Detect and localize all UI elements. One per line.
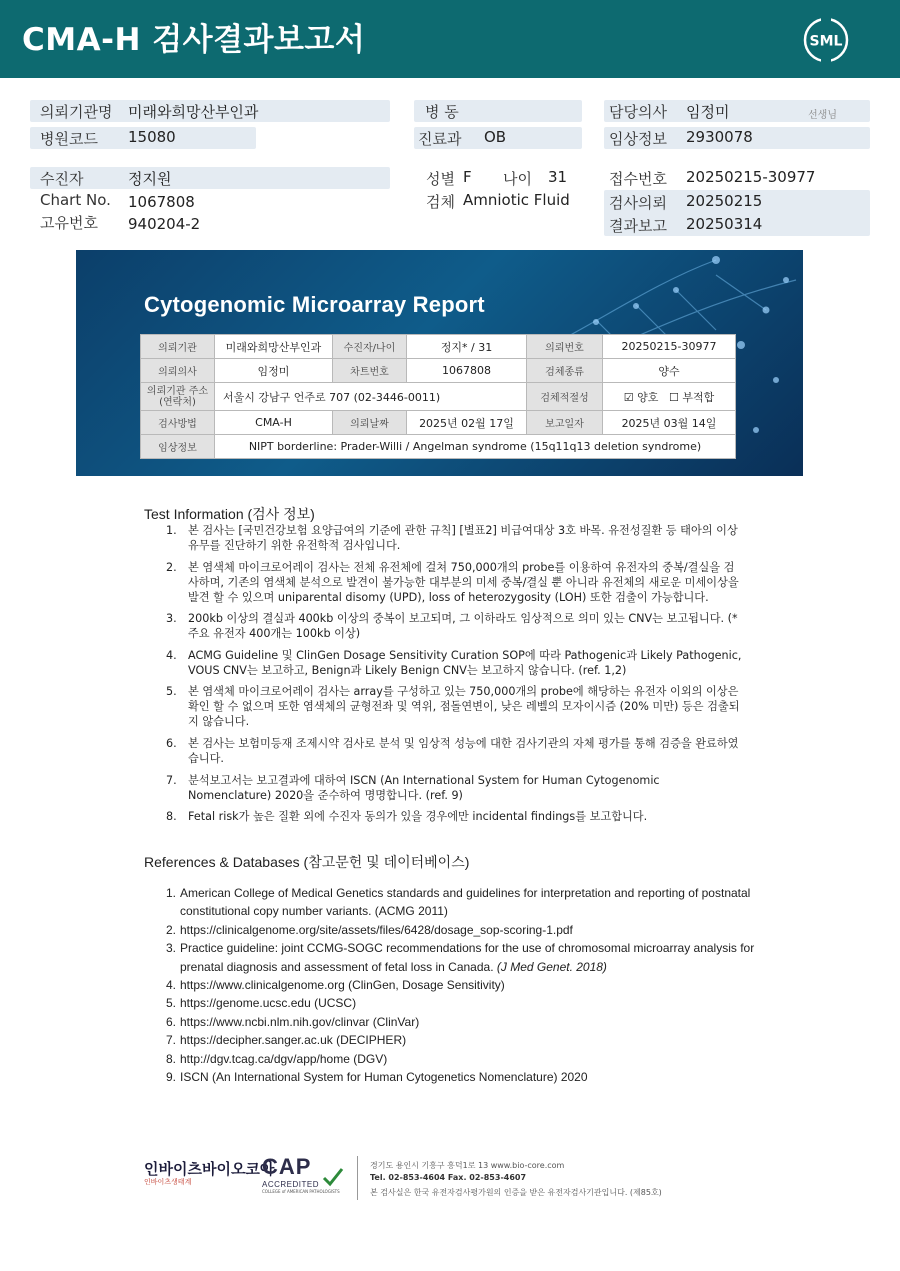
doctor-value: 임정미 (686, 103, 730, 121)
list-item: 1. 본 검사는 [국민건강보험 요양급여의 기준에 관한 규칙] [별표2] 비급여대상 3호 바목. 유전성질환 등 태아의 이상 유무를 진단하기 위한 유전학적 검사입니다. (166, 524, 738, 552)
fitness-bad-label: 부적합 (682, 390, 715, 404)
doctor-label: 담당의사 (609, 103, 667, 121)
table-cell: 20250215-30977 (603, 335, 736, 359)
cma-report-banner (76, 250, 803, 476)
footer-divider (357, 1156, 358, 1200)
table-cell: 정지* / 31 (407, 335, 527, 359)
list-item: 6. https://www.ncbi.nlm.nih.gov/clinvar (ClinVar) (166, 1014, 420, 1029)
list-item: 8. Fetal risk가 높은 질환 외에 수진자 동의가 있을 경우에만 incidental findings를 보고합니다. (166, 810, 648, 824)
table-cell: 검체종류 (527, 359, 603, 383)
uid-value: 940204-2 (128, 215, 201, 233)
clinical-info-label-cell: 임상정보 (141, 435, 215, 459)
doctor-suffix: 선생님 (808, 110, 837, 121)
sml-logo (802, 16, 850, 64)
list-item: 3. Practice guideline: joint CCMG-SOGC recommendations for the use of chromosomal microarray analysis for prenatal diagnosis and assessment of fetal loss in Canada. (J Med Genet. 2018) (166, 941, 755, 974)
table-row (141, 359, 736, 383)
footer-address: 경기도 용인시 기흥구 흥덕1로 13 www.bio-core.com (370, 1161, 565, 1170)
request-summary-table (140, 334, 736, 459)
ward-label: 병 동 (425, 103, 459, 121)
cap-text: CAP (262, 1154, 312, 1179)
age-value: 31 (548, 168, 568, 186)
clinical-label: 임상정보 (609, 130, 667, 148)
age-label: 나이 (503, 170, 532, 188)
company-sub: 인바이츠생태계 (144, 1178, 192, 1186)
receipt-label: 접수번호 (609, 170, 667, 188)
list-item: 8. http://dgv.tcag.ca/dgv/app/home (DGV) (166, 1051, 388, 1066)
receipt-value: 20250215-30977 (686, 168, 816, 186)
table-row (141, 383, 736, 411)
table-cell: 양수 (603, 359, 736, 383)
request-value: 20250215 (686, 192, 763, 210)
specimen-label: 검체 (426, 193, 455, 211)
list-item-text: 200kb 이상의 결실과 400kb 이상의 중복이 보고되며, 그 이하라도 임상적으로 의미 있는 CNV는 보고됩니다. (*주요 유전자 400개는 100kb 이상) (188, 612, 738, 641)
hospital-code-label: 병원코드 (40, 130, 98, 148)
references-heading: References & Databases (참고문헌 및 데이터베이스) (144, 854, 470, 870)
table-cell: 2025년 02월 17일 (407, 411, 527, 435)
request-label: 검사의뢰 (609, 194, 667, 212)
checkmark-icon (322, 1166, 344, 1188)
patient-value: 정지원 (128, 170, 172, 188)
list-item: 7. https://decipher.sanger.ac.uk (DECIPHER) (166, 1033, 407, 1048)
list-item-text: https://decipher.sanger.ac.uk (DECIPHER) (180, 1033, 407, 1048)
list-item-text: 본 염색체 마이크로어레이 검사는 array를 구성하고 있는 750,000개의 probe에 해당하는 유전자 이외의 이상은 확인 할 수 없으며 또한 염색체의 균형전좌 및 역위, 점돌연변이, 낮은 레벨의 모자이시즘 (20% 미만) 등은 검출되지 않습니다. (188, 685, 740, 729)
table-cell: 보고일자 (527, 411, 603, 435)
dept-label: 진료과 (418, 130, 462, 148)
accredited-text: ACCREDITED (262, 1180, 320, 1189)
requester-value: 미래와희망산부인과 (128, 103, 259, 121)
list-item-text: 본 검사는 보험미등재 조제시약 검사로 분석 및 임상적 성능에 대한 검사기관의 자체 평가를 통해 검증을 완료하였습니다. (188, 736, 739, 765)
uid-label: 고유번호 (40, 214, 98, 232)
list-item-text: https://genome.ucsc.edu (UCSC) (180, 996, 357, 1011)
cap-subtext: COLLEGE of AMERICAN PATHOLOGISTS (262, 1189, 340, 1194)
svg-text:SML: SML (809, 33, 843, 50)
clinical-value: 2930078 (686, 128, 753, 146)
references-list (166, 884, 766, 1086)
table-row (141, 411, 736, 435)
footer-note: 본 검사실은 한국 유전자검사평가원의 인증을 받은 유전자검사기관입니다. (제85호) (370, 1188, 662, 1197)
fitness-options-cell (603, 383, 736, 411)
company-logo: 인바이츠바이오코아 (144, 1160, 275, 1178)
list-item: 2. 본 염색체 마이크로어레이 검사는 전체 유전체에 걸쳐 750,000개의 probe를 이용하여 유전자의 중복/결실을 검사하며, 기존의 염색체 분석으로 발견이 불가능한 대부분의 미세 중복/결실 뿐 아니라 유전체의 새로운 미세이상을 발견 할 수 있으며 uniparental disomy (UPD), loss of heterozygosity (LOH) 또한 검출이 가능합니다. (166, 560, 739, 604)
list-item-text: 본 검사는 [국민건강보험 요양급여의 기준에 관한 규칙] [별표2] 비급여대상 3호 바목. 유전성질환 등 태아의 이상 유무를 진단하기 위한 유전학적 검사입니다. (188, 524, 738, 552)
unchecked-box-icon: ☐ (668, 390, 679, 404)
list-item: 1. American College of Medical Genetics standards and guidelines for interpretation and reporting of postnatal constitutional copy number variants. (ACMG 2011) (166, 886, 751, 919)
table-cell: 미래와희망산부인과 (215, 335, 333, 359)
list-item: 4. https://www.clinicalgenome.org (ClinGen, Dosage Sensitivity) (166, 978, 505, 993)
list-item-text: https://clinicalgenome.org/site/assets/files/6428/dosage_sop-scoring-1.pdf (180, 922, 573, 937)
sex-label: 성별 (426, 170, 455, 188)
test-info-heading: Test Information (검사 정보) (144, 506, 315, 522)
list-item-text: ISCN (An International System for Human Cytogenetics Nomenclature) 2020 (180, 1070, 588, 1085)
patient-row (30, 167, 390, 189)
checked-box-icon: ☑ (623, 390, 634, 404)
report-header (0, 0, 900, 78)
patient-label: 수진자 (40, 170, 84, 188)
banner-title: Cytogenomic Microarray Report (144, 292, 485, 317)
report-label: 결과보고 (609, 217, 667, 235)
table-cell: 임정미 (215, 359, 333, 383)
list-item-text: ACMG Guideline 및 ClinGen Dosage Sensitivity Curation SOP에 따라 Pathogenic과 Likely Pathogenic, VOUS CNV는 보고하고, Benign과 Likely Benign CNV는 보고하지 않습니다. (ref. 1,2) (188, 648, 742, 677)
table-cell: 검사방법 (141, 411, 215, 435)
chart-label: Chart No. (40, 191, 111, 209)
list-item-text: 본 염색체 마이크로어레이 검사는 전체 유전체에 걸쳐 750,000개의 probe를 이용하여 유전자의 중복/결실을 검사하며, 기존의 염색체 분석으로 발견이 불가능한 대부분의 미세 중복/결실 뿐 아니라 유전체의 새로운 미세이상을 발견 할 수 있으며 uniparental disomy (UPD), loss of heterozygosity (LOH) 또한 검출이 가능합니다. (188, 560, 739, 604)
fitness-ok-label: 양호 (637, 390, 659, 404)
list-item: 5. https://genome.ucsc.edu (UCSC) (166, 996, 357, 1011)
list-item-text: Fetal risk가 높은 질환 외에 수진자 동의가 있을 경우에만 incidental findings를 보고합니다. (188, 810, 648, 824)
list-item: 6. 본 검사는 보험미등재 조제시약 검사로 분석 및 임상적 성능에 대한 검사기관의 자체 평가를 통해 검증을 완료하였습니다. (166, 736, 739, 765)
report-title: CMA-H 검사결과보고서 (22, 22, 366, 58)
report-value: 20250314 (686, 215, 763, 233)
table-row (141, 435, 736, 459)
table-cell: CMA-H (215, 411, 333, 435)
footer-tel (370, 1173, 526, 1182)
footer-tel-text: Tel. 02-853-4604 Fax. 02-853-4607 (370, 1173, 527, 1182)
test-info-list (162, 523, 742, 831)
address-value-cell: 서울시 강남구 언주로 707 (02-3446-0011) (215, 383, 527, 411)
dept-value: OB (484, 128, 507, 146)
table-cell: 의뢰의사 (141, 359, 215, 383)
table-cell: 의뢰기관 (141, 335, 215, 359)
journal-citation: (J Med Genet. 2018) (496, 959, 607, 974)
list-item: 3. 200kb 이상의 결실과 400kb 이상의 중복이 보고되며, 그 이하라도 임상적으로 의미 있는 CNV는 보고됩니다. (*주요 유전자 400개는 100kb 이상) (166, 612, 738, 641)
list-item-text: https://www.clinicalgenome.org (ClinGen, Dosage Sensitivity) (180, 978, 505, 993)
list-item-text: http://dgv.tcag.ca/dgv/app/home (DGV) (180, 1051, 388, 1066)
list-item: 7. 분석보고서는 보고결과에 대하여 ISCN (An International System for Human Cytogenomic Nomenclature) 2020을 준수하여 명명합니다. (ref. 9) (166, 773, 660, 802)
table-cell: 1067808 (407, 359, 527, 383)
clinical-info-value-cell: NIPT borderline: Prader-Willi / Angelman syndrome (15q11q13 deletion syndrome) (215, 435, 736, 459)
list-item: 5. 본 염색체 마이크로어레이 검사는 array를 구성하고 있는 750,000개의 probe에 해당하는 유전자 이외의 이상은 확인 할 수 없으며 또한 염색체의 균형전좌 및 역위, 점돌연변이, 낮은 레벨의 모자이시즘 (20% 미만) 등은 검출되지 않습니다. (166, 685, 740, 729)
list-item-text: https://www.ncbi.nlm.nih.gov/clinvar (ClinVar) (180, 1014, 420, 1029)
list-item: 4. ACMG Guideline 및 ClinGen Dosage Sensitivity Curation SOP에 따라 Pathogenic과 Likely Pathogenic, VOUS CNV는 보고하고, Benign과 Likely Benign CNV는 보고하지 않습니다. (ref. 1,2) (166, 648, 742, 677)
chart-value: 1067808 (128, 193, 195, 211)
hospital-code-value: 15080 (128, 128, 176, 146)
list-item-text: American College of Medical Genetics standards and guidelines for interpretation and reporting of postnatal constitutional copy number variants. (ACMG 2011) (180, 886, 751, 919)
table-cell: 의뢰번호 (527, 335, 603, 359)
sex-value: F (463, 168, 472, 186)
fitness-label-cell: 검체적절성 (527, 383, 603, 411)
specimen-value: Amniotic Fluid (463, 191, 570, 209)
list-item: 2. https://clinicalgenome.org/site/assets/files/6428/dosage_sop-scoring-1.pdf (166, 922, 573, 937)
table-cell: 차트번호 (333, 359, 407, 383)
list-item-text: Practice guideline: joint CCMG-SOGC recommendations for the use of chromosomal microarray analysis for prenatal diagnosis and assessment of fetal loss in Canada. (180, 941, 755, 974)
address-label-cell: 의뢰기관 주소 (연락처) (141, 383, 215, 411)
table-cell: 수진자/나이 (333, 335, 407, 359)
list-item: 9. ISCN (An International System for Human Cytogenetics Nomenclature) 2020 (166, 1070, 588, 1085)
table-row (141, 335, 736, 359)
list-item-text: 분석보고서는 보고결과에 대하여 ISCN (An International System for Human Cytogenomic Nomenclature) 2020을 준수하여 명명합니다. (ref. 9) (188, 773, 660, 802)
table-cell: 2025년 03월 14일 (603, 411, 736, 435)
table-cell: 의뢰날짜 (333, 411, 407, 435)
requester-label: 의뢰기관명 (40, 103, 113, 121)
